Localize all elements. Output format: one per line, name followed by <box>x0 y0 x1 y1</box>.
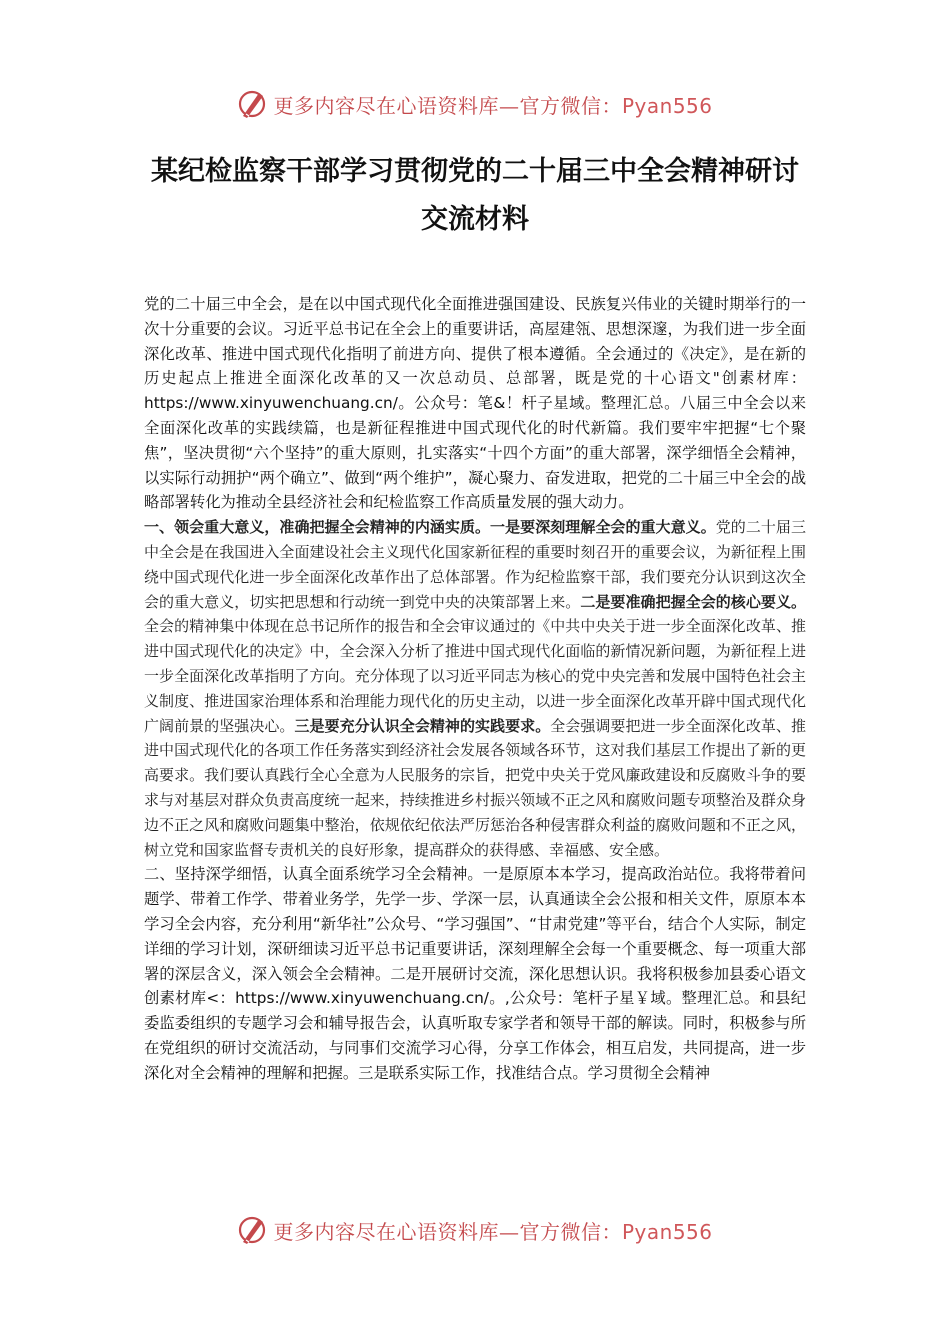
text-segment: 全会强调要把进一步全面深化改革、推进中国式现代化的各项工作任务落实到经济社会发展各领域各环节，这对我们基层工作提出了新的更高要求。我们要认真践行全心全意为人民服务的宗旨，把党中央关于党风廉政建设和反腐败斗争的要求与对基层对群众负责高度统一起来，持续推进乡村振兴领域不正之风和腐败问题专项整治及群众身边不正之风和腐败问题集中整治，依规依纪依法严厉惩治各种侵害群众利益的腐败问题和不正之风，树立党和国家监督专责机关的良好形象，提高群众的获得感、幸福感、安全感。 <box>144 716 806 859</box>
pen-nib-logo-icon <box>237 1213 267 1247</box>
bold-heading-segment: 一、领会重大意义，准确把握全会精神的内涵实质。一是要深刻理解全会的重大意义。 <box>144 518 716 537</box>
document-title: 某纪检监察干部学习贯彻党的二十届三中全会精神研讨交流材料 <box>151 156 799 235</box>
header-watermark <box>0 82 950 126</box>
text-segment: 党的二十届三中全会，是在以中国式现代化全面推进强国建设、民族复兴伟业的关键时期举行的一次十分重要的会议。习近平总书记在全会上的重要讲话，高屋建瓴、思想深邃，为我们进一步全面深化改革、推进中国式现代化指明了前进方向、提供了根本遵循。全会通过的《决定》，是在新的历史起点上推进全面深化改革的又一次总动员、总部署，既是党的十心语文"创素材库：https://www.xinyuwenchuang.cn/。公众号：笔&！杆子星域。整理汇总。八届三中全会以来全面深化改革的实践续篇，也是新征程推进中国式现代化的时代新篇。我们要牢牢把握“七个聚焦”，坚决贯彻“六个坚持”的重大原则，扎实落实“十四个方面”的重大部署，深学细悟全会精神，以实际行动拥护“两个确立”、做到“两个维护”，凝心聚力、奋发进取，把党的二十届三中全会的战略部署转化为推动全县经济社会和纪检监察工作高质量发展的强大动力。 <box>144 295 806 512</box>
pen-nib-logo-icon <box>237 87 267 121</box>
watermark-wechat-id: Pyan556 <box>621 1219 713 1244</box>
watermark-text <box>273 1216 712 1245</box>
body-paragraph <box>144 292 806 515</box>
body-paragraph <box>144 862 806 1085</box>
body-paragraph <box>144 515 806 862</box>
watermark-wechat-id: Pyan556 <box>621 93 713 118</box>
text-segment: 二、坚持深学细悟，认真全面系统学习全会精神。一是原原本本学习，提高政治站位。我将带着问题学、带着工作学、带着业务学，先学一步、学深一层，认真通读全会公报和相关文件，原原本本学习全会内容，充分利用“新华社”公众号、“学习强国”、“甘肃党建”等平台，结合个人实际，制定详细的学习计划，深研细读习近平总书记重要讲话，深刻理解全会每一个重要概念、每一项重大部署的深层含义，深入领会全会精神。二是开展研讨交流，深化思想认识。我将积极参加县委心语文创素材库<：https://www.xinyuwenchuang.cn/。,公众号：笔杆子星￥域。整理汇总。和县纪委监委组织的专题学习会和辅导报告会，认真听取专家学者和领导干部的解读。同时，积极参与所在党组织的研讨交流活动，与同事们交流学习心得，分享工作体会，相互启发，共同提高，进一步深化对全会精神的理解和把握。三是联系实际工作，找准结合点。学习贯彻全会精神 <box>144 865 806 1082</box>
text-segment: 全会的精神集中体现在总书记所作的报告和全会审议通过的《中共中央关于进一步全面深化改革、推进中国式现代化的决定》中，全会深入分析了推进中国式现代化面临的新情况新问题，为新征程上进一步全面深化改革指明了方向。充分体现了以习近平同志为核心的党中央完善和发展中国特色社会主义制度、推进国家治理体系和治理能力现代化的历史主动，以进一步全面深化改革开辟中国式现代化广阔前景的坚强决心。 <box>144 617 806 735</box>
bold-heading-segment: 二是要准确把握全会的核心要义。 <box>580 592 806 611</box>
watermark-brand: 更多内容尽在心语资料库—官方微信： <box>273 1219 622 1244</box>
footer-watermark <box>0 1208 950 1252</box>
document-body <box>144 292 806 1086</box>
watermark-brand: 更多内容尽在心语资料库—官方微信： <box>273 93 622 118</box>
bold-heading-segment: 三是要充分认识全会精神的实践要求。 <box>294 716 551 735</box>
text-segment: 党的二十届三中全会是在我国进入全面建设社会主义现代化国家新征程的重要时刻召开的重要会议，为新征程上围绕中国式现代化进一步全面深化改革作出了总体部署。作为纪检监察干部，我们要充分认识到这次全会的重大意义，切实把思想和行动统一到党中央的决策部署上来。 <box>144 518 806 611</box>
watermark-text <box>273 90 712 119</box>
